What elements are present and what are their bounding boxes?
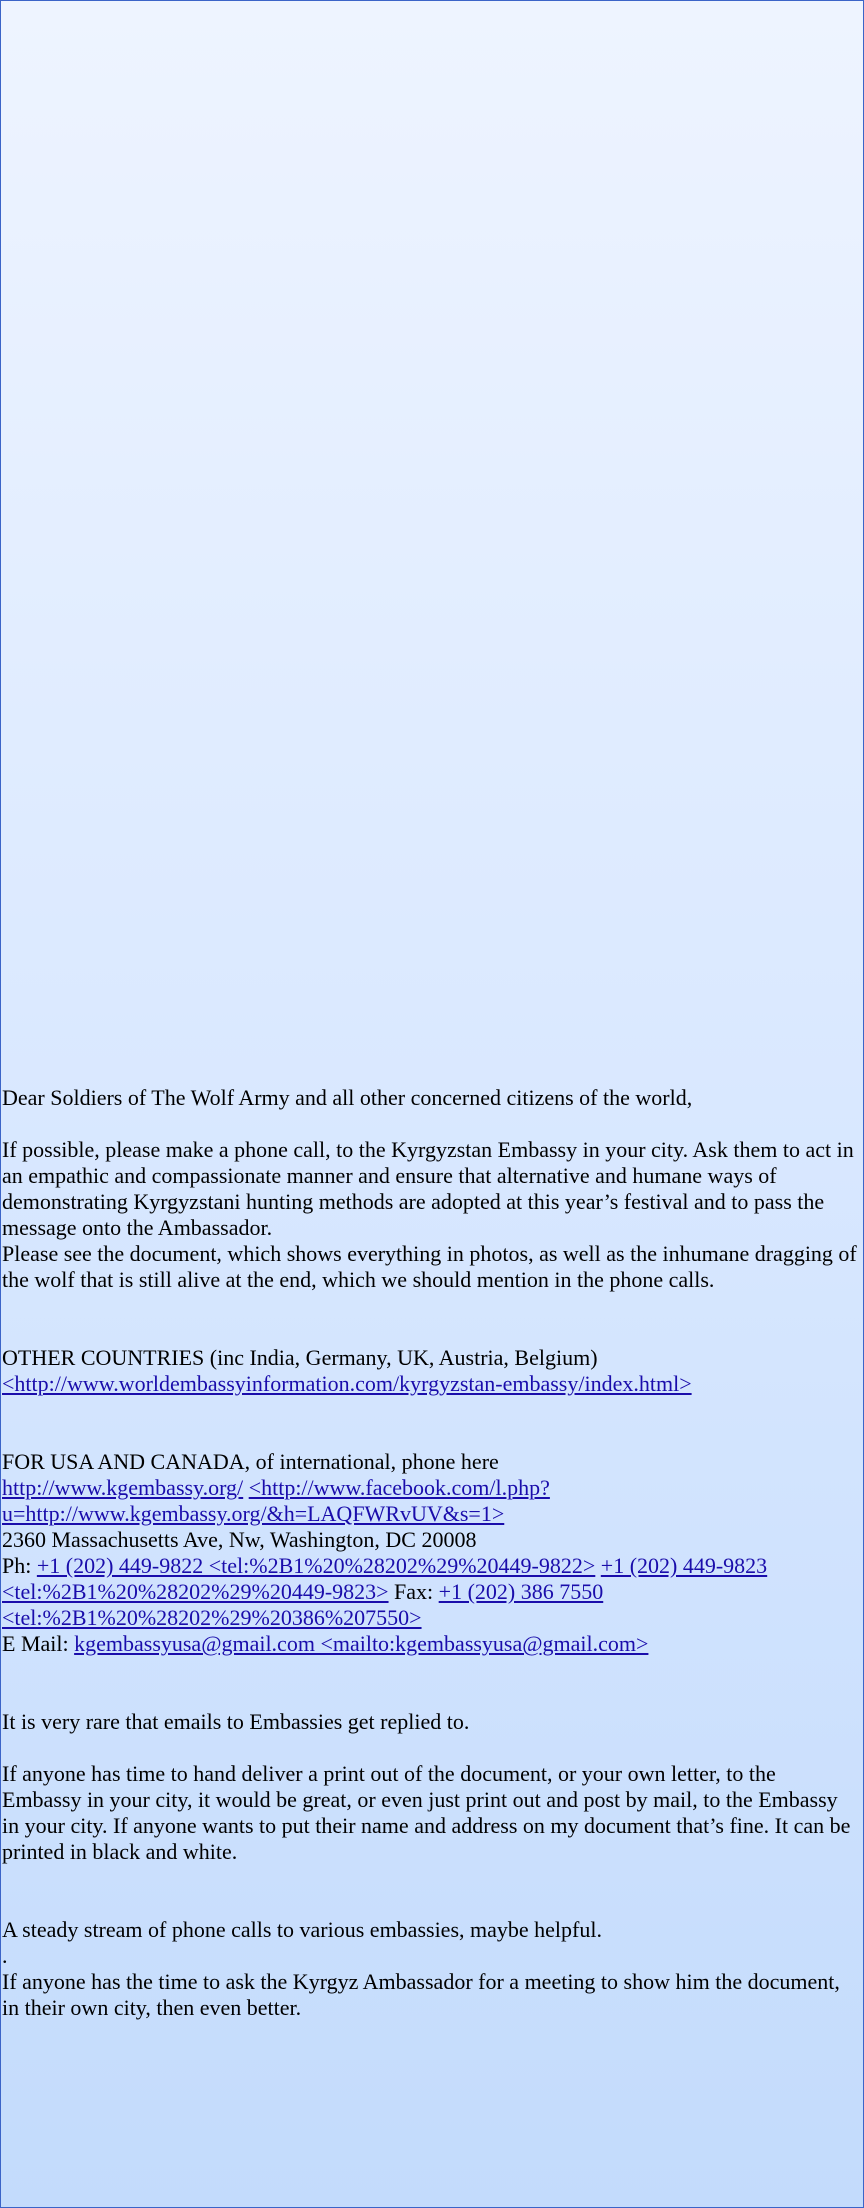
fax-link[interactable]: +1 (202) 386 7550 <tel:%2B1%20%28202%29%20386%207550> xyxy=(2,1579,604,1630)
rare-reply-text: It is very rare that emails to Embassies get replied to. xyxy=(2,1709,470,1734)
deliver-paragraph: If anyone has time to hand deliver a print out of the document, or your own letter, to the Embassy in your city, it would be great, or even just print out and post by mail, to the Embassy in your city. If anyone wants to put their name and address on my document that’s fine. It can be printed in black and white. xyxy=(2,1761,851,1864)
steady-stream-text: A steady stream of phone calls to various embassies, maybe helpful. xyxy=(2,1917,602,1942)
embassy-address: 2360 Massachusetts Ave, Nw, Washington, DC 20008 xyxy=(2,1527,477,1552)
message-body xyxy=(2,1085,860,2021)
world-embassy-link[interactable]: <http://www.worldembassyinformation.com/kyrgyzstan-embassy/index.html> xyxy=(2,1371,692,1396)
call-paragraph: If possible, please make a phone call, to the Kyrgyzstan Embassy in your city. Ask them to act in an empathic and compassionate manner and ensure that alternative and humane ways of demonstrating Kyrgyzstani hunting methods are adopted at this year’s festival and to pass the message onto the Ambassador. xyxy=(2,1137,854,1240)
dot-line: . xyxy=(2,1943,8,1968)
email-label: E Mail: xyxy=(2,1631,69,1656)
kgembassy-link[interactable]: http://www.kgembassy.org/ xyxy=(2,1475,244,1500)
email-line xyxy=(2,1631,860,1657)
email-link[interactable]: kgembassyusa@gmail.com <mailto:kgembassyusa@gmail.com> xyxy=(74,1631,649,1656)
website-line xyxy=(2,1475,860,1527)
phone-label: Ph: xyxy=(2,1553,32,1578)
phone-link-2[interactable]: +1 (202) 449-9823 <tel:%2B1%20%28202%29%20449-9823> xyxy=(2,1553,768,1604)
greeting: Dear Soldiers of The Wolf Army and all other concerned citizens of the world, xyxy=(2,1085,693,1110)
document-paragraph: Please see the document, which shows everything in photos, as well as the inhumane dragging of the wolf that is still alive at the end, which we should mention in the phone calls. xyxy=(2,1241,857,1292)
ambassador-meeting-text: If anyone has the time to ask the Kyrgyz Ambassador for a meeting to show him the document, in their own city, then even better. xyxy=(2,1969,840,2020)
phone-link-1[interactable]: +1 (202) 449-9822 <tel:%2B1%20%28202%29%20449-9822> xyxy=(36,1553,596,1578)
phone-line xyxy=(2,1553,860,1631)
facebook-link[interactable]: <http://www.facebook.com/l.php?u=http://www.kgembassy.org/&h=LAQFWRvUV&s=1> xyxy=(2,1475,550,1526)
usa-canada-heading: FOR USA AND CANADA, of international, phone here xyxy=(2,1449,499,1474)
other-countries-heading: OTHER COUNTRIES (inc India, Germany, UK, Austria, Belgium) xyxy=(2,1345,598,1370)
fax-label: Fax: xyxy=(394,1579,434,1604)
